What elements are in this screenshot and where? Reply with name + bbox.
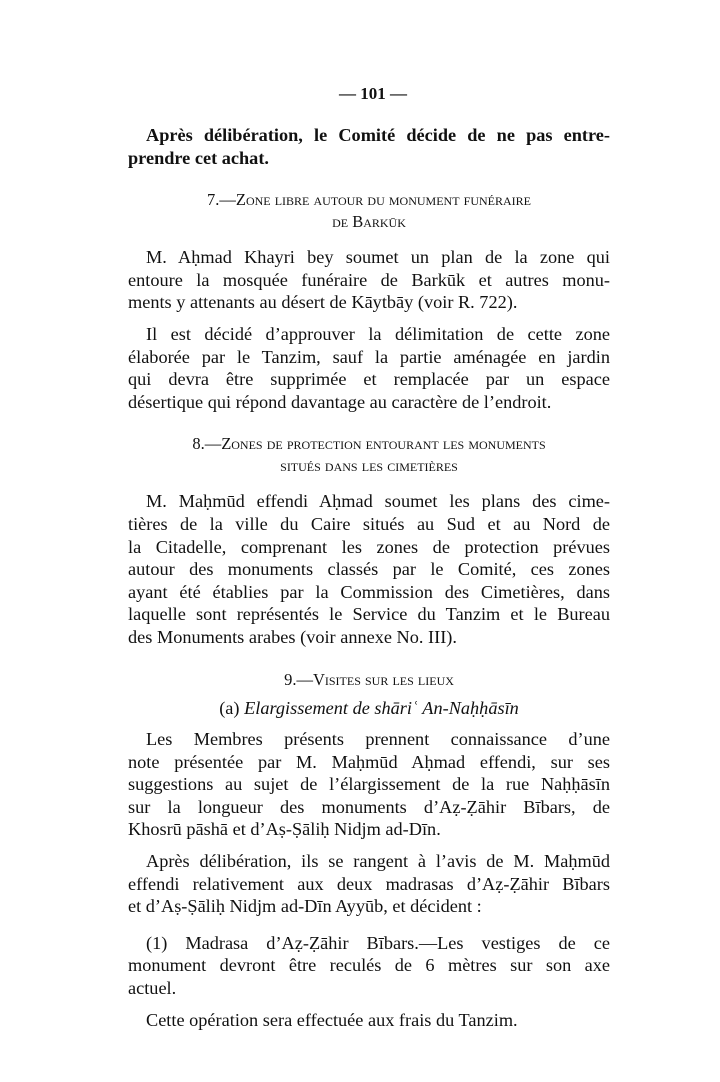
subheading-label: (a): [219, 698, 240, 718]
text-line: note présentée par M. Maḥmūd Aḥmad effendi, sur ses: [128, 751, 610, 772]
text-line: suggestions au sujet de l’élargissement de la rue Naḥḥāsīn: [128, 774, 610, 795]
text-line: ayant été établies par la Commission des Cimetières, dans: [128, 581, 610, 602]
text-line: effendi relativement aux deux madrasas d’Aẓ-Ẓāhir Bībars: [128, 873, 610, 894]
text-line: monument devront être reculés de 6 mètres sur son axe: [128, 955, 610, 976]
paragraph-barkuk-decision: [128, 323, 610, 413]
page-number: — 101 —: [339, 84, 407, 103]
text-line: la Citadelle, comprenant les zones de protection prévues: [128, 536, 610, 557]
section-9a-subheading: [128, 698, 610, 719]
text-line: tières de la ville du Caire situés au Sud et au Nord de: [128, 513, 610, 534]
text-line: prendre cet achat.: [128, 147, 269, 168]
text-line: Khosrū pāshā et d’Aṣ-Ṣāliḥ Nidjm ad-Dīn.: [128, 819, 441, 840]
section-8-heading: [128, 433, 610, 476]
section-7-heading: [128, 189, 610, 232]
text-line: Les Membres présents prennent connaissance d’une: [146, 729, 610, 749]
paragraph-madrasa-bibars: [128, 932, 610, 1000]
paragraph-tanzim-costs: [128, 1009, 610, 1032]
text-line: (1) Madrasa d’Aẓ-Ẓāhir Bībars.—Les vestiges de ce: [146, 932, 610, 953]
text-line: sur la longueur des monuments d’Aẓ-Ẓāhir Bībars, de: [128, 796, 610, 817]
text-line: Après délibération, ils se rangent à l’avis de M. Maḥmūd: [146, 850, 610, 871]
heading-line: 7.—Zone libre autour du monument funéraire: [206, 190, 532, 210]
heading-line: situés dans les cimetières: [280, 455, 458, 475]
heading-line: de Barkūk: [332, 211, 406, 231]
heading-line: 8.—Zones de protection entourant les monuments: [192, 434, 546, 454]
text-line: Il est décidé d’approuver la délimitation de cette zone: [146, 323, 610, 344]
text-line: des Monuments arabes (voir annexe No. III).: [128, 626, 457, 647]
text-line: élaborée par le Tanzim, sauf la partie aménagée en jardin: [128, 346, 610, 367]
text-line: qui devra être supprimée et remplacée par un espace: [128, 369, 610, 390]
subheading-title: Elargissement de shāriʿ An-Naḥḥāsīn: [244, 698, 519, 718]
text-line: actuel.: [128, 977, 177, 998]
paragraph-members-note: [128, 728, 610, 841]
text-line: Après délibération, le Comité décide de ne pas entre-: [146, 125, 610, 145]
text-line: Cette opération sera effectuée aux frais du Tanzim.: [146, 1009, 518, 1030]
paragraph-decision-purchase: [128, 124, 610, 169]
heading-line: 9.—Visites sur les lieux: [284, 669, 454, 689]
paragraph-deliberation: [128, 850, 610, 918]
section-9-heading: [128, 669, 610, 691]
paragraph-cemeteries: [128, 490, 610, 648]
text-line: désertique qui répond davantage au caractère de l’endroit.: [128, 391, 552, 412]
text-line: M. Aḥmad Khayri bey soumet un plan de la zone qui: [146, 247, 610, 268]
text-line: et d’Aṣ-Ṣāliḥ Nidjm ad-Dīn Ayyūb, et décident :: [128, 896, 482, 917]
text-line: entoure la mosquée funéraire de Barkūk et autres monu-: [128, 269, 610, 290]
text-line: ments y attenants au désert de Kāytbāy (voir R. 722).: [128, 292, 518, 313]
text-line: autour des monuments classés par le Comité, ces zones: [128, 559, 610, 580]
text-line: M. Maḥmūd effendi Aḥmad soumet les plans des cime-: [146, 491, 610, 512]
document-page: [128, 84, 610, 1031]
text-line: laquelle sont représentés le Service du Tanzim et le Bureau: [128, 604, 610, 625]
paragraph-barkuk-plan: [128, 246, 610, 314]
